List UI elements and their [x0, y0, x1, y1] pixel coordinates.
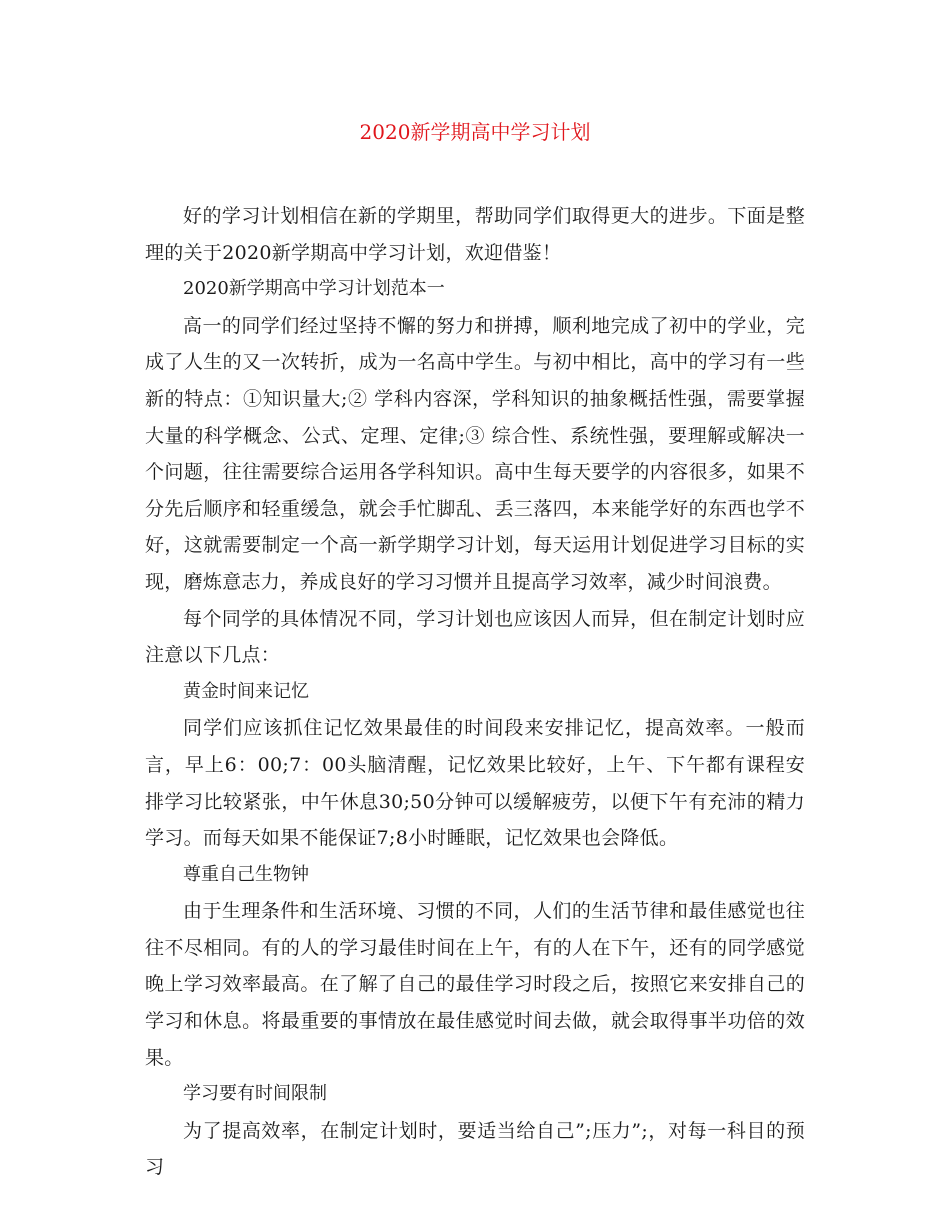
- intro-paragraph: 好的学习计划相信在新的学期里，帮助同学们取得更大的进步。下面是整理的关于2020新学期高中学习计划，欢迎借鉴！: [145, 205, 805, 264]
- document-page: [145, 118, 805, 1186]
- body-paragraph-biological-clock: 由于生理条件和生活环境、习惯的不同，人们的生活节律和最佳感觉也往往不尽相同。有的人的学习最佳时间在上午，有的人在下午，还有的同学感觉晚上学习效率最高。在了解了自己的最佳学习时段之后，按照它来安排自己的学习和休息。将最重要的事情放在最佳感觉时间去做，就会取得事半功倍的效果。: [145, 900, 805, 1069]
- body-paragraph-memory-time: 同学们应该抓住记忆效果最佳的时间段来安排记忆，提高效率。一般而言，早上6：00;7：00头脑清醒，记忆效果比较好，上午、下午都有课程安排学习比较紧张，中午休息30;50分钟可以缓解疲劳，以便下午有充沛的精力学习。而每天如果不能保证7;8小时睡眠，记忆效果也会降低。: [145, 717, 805, 850]
- section-heading-golden-time: 黄金时间来记忆: [183, 680, 309, 702]
- body-paragraph-notes: 每个同学的具体情况不同，学习计划也应该因人而异，但在制定计划时应注意以下几点：: [145, 607, 805, 667]
- body-paragraph-high-school-features: 高一的同学们经过坚持不懈的努力和拼搏，顺利地完成了初中的学业，完成了人生的又一次转折，成为一名高中学生。与初中相比，高中的学习有一些新的特点：①知识量大;② 学科内容深，学科知识的抽象概括性强，需要掌握大量的科学概念、公式、定理、定律;③ 综合性、系统性强，要理解或解决一个问题，往往需要综合运用各学科知识。高中生每天要学的内容很多，如果不分先后顺序和轻重缓急，就会手忙脚乱、丢三落四，本来能学好的东西也学不好，这就需要制定一个高一新学期学习计划，每天运用计划促进学习目标的实现，磨炼意志力，养成良好的学习习惯并且提高学习效率，减少时间浪费。: [145, 314, 805, 593]
- document-title: 2020新学期高中学习计划: [359, 120, 591, 144]
- section-heading-biological-clock: 尊重自己生物钟: [183, 863, 309, 885]
- section-heading-sample-one: 2020新学期高中学习计划范本一: [183, 278, 445, 300]
- body-paragraph-time-limit: 为了提高效率，在制定计划时，要适当给自己”;压力”;，对每一科目的预习: [145, 1119, 805, 1179]
- section-heading-time-limit: 学习要有时间限制: [183, 1083, 327, 1105]
